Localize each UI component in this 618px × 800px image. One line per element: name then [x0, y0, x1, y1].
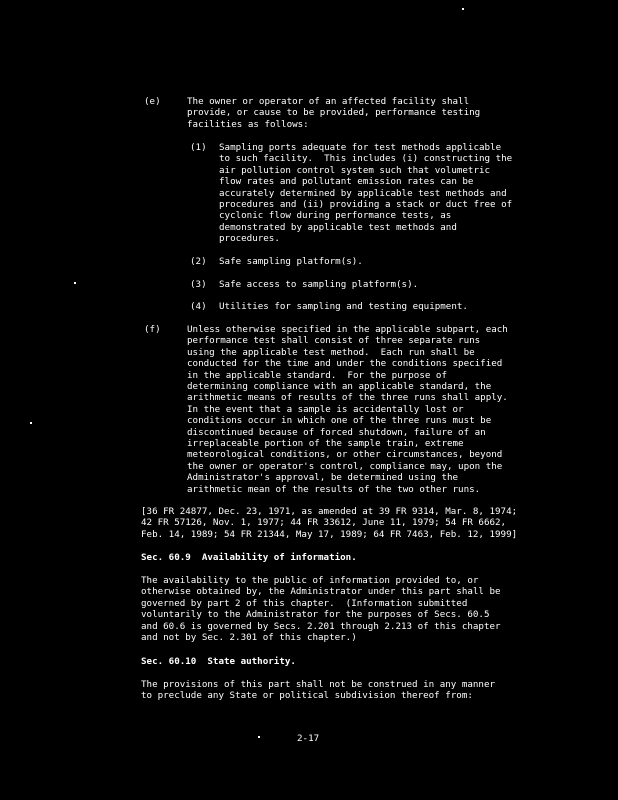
- item-label-f: (f): [144, 324, 161, 335]
- section-text-60-9: The availability to the public of information provided to, or otherwise obtained by, the Administrator under this part shall be governed by part 2 of this chapter. (Information submitted voluntarily to the Administrator for the purposes of Secs. 60.5 and 60.6 is governed by Secs. 2.201 through 2.213 of this chapter and not by Sec. 2.301 of this chapter.): [141, 575, 501, 644]
- section-heading-60-9: Sec. 60.9 Availability of information.: [141, 552, 357, 563]
- item-text-e1: Sampling ports adequate for test methods applicable to such facility. This includes (i) constructing the air pollution control system such that volumetric flow rates and pollutant emission rates can be accurately determined by applicable test methods and procedures and (ii) providing a stack or duct free of cyclonic flow during performance tests, as demonstrated by applicable test methods and procedures.: [219, 142, 513, 245]
- section-text-60-10: The provisions of this part shall not be construed in any manner to preclude any State or political subdivision thereof from:: [141, 679, 496, 702]
- item-label-e2: (2): [190, 256, 207, 267]
- item-label-e1: (1): [190, 142, 207, 153]
- page-number: 2-17: [297, 733, 320, 744]
- item-text-e4: Utilities for sampling and testing equipment.: [219, 301, 468, 312]
- item-text-f: Unless otherwise specified in the applicable subpart, each performance test shall consist of three separate runs using the applicable test method. Each run shall be conducted for the time and under the conditions specified in the applicable standard. For the purpose of determining compliance with an applicable standard, the arithmetic means of results of the three runs shall apply. In the event that a sample is accidentally lost or conditions occur in which one of the three runs must be discontinued because of forced shutdown, failure of an irreplaceable portion of the sample train, extreme meteorological conditions, or other circumstances, beyond the owner or operator's control, compliance may, upon the Administrator's approval, be determined using the arithmetic mean of the results of the two other runs.: [187, 324, 508, 495]
- item-text-e3: Safe access to sampling platform(s).: [219, 279, 419, 290]
- item-text-e: The owner or operator of an affected facility shall provide, or cause to be provided, performance testing facilities as follows:: [187, 96, 481, 130]
- section-heading-60-10: Sec. 60.10 State authority.: [141, 656, 296, 667]
- scan-speck: [462, 8, 464, 10]
- scan-speck: [30, 422, 32, 424]
- item-label-e3: (3): [190, 279, 207, 290]
- scan-speck: [74, 282, 76, 284]
- amendment-citation: [36 FR 24877, Dec. 23, 1971, as amended at 39 FR 9314, Mar. 8, 1974; 42 FR 57126, Nov. 1, 1977; 44 FR 33612, June 11, 1979; 54 FR 6662, Feb. 14, 1989; 54 FR 21344, May 17, 1989; 64 FR 7463, Feb. 12, 1999]: [141, 506, 518, 540]
- item-text-e2: Safe sampling platform(s).: [219, 256, 363, 267]
- item-label-e: (e): [144, 96, 161, 107]
- item-label-e4: (4): [190, 301, 207, 312]
- scan-speck: [258, 736, 260, 738]
